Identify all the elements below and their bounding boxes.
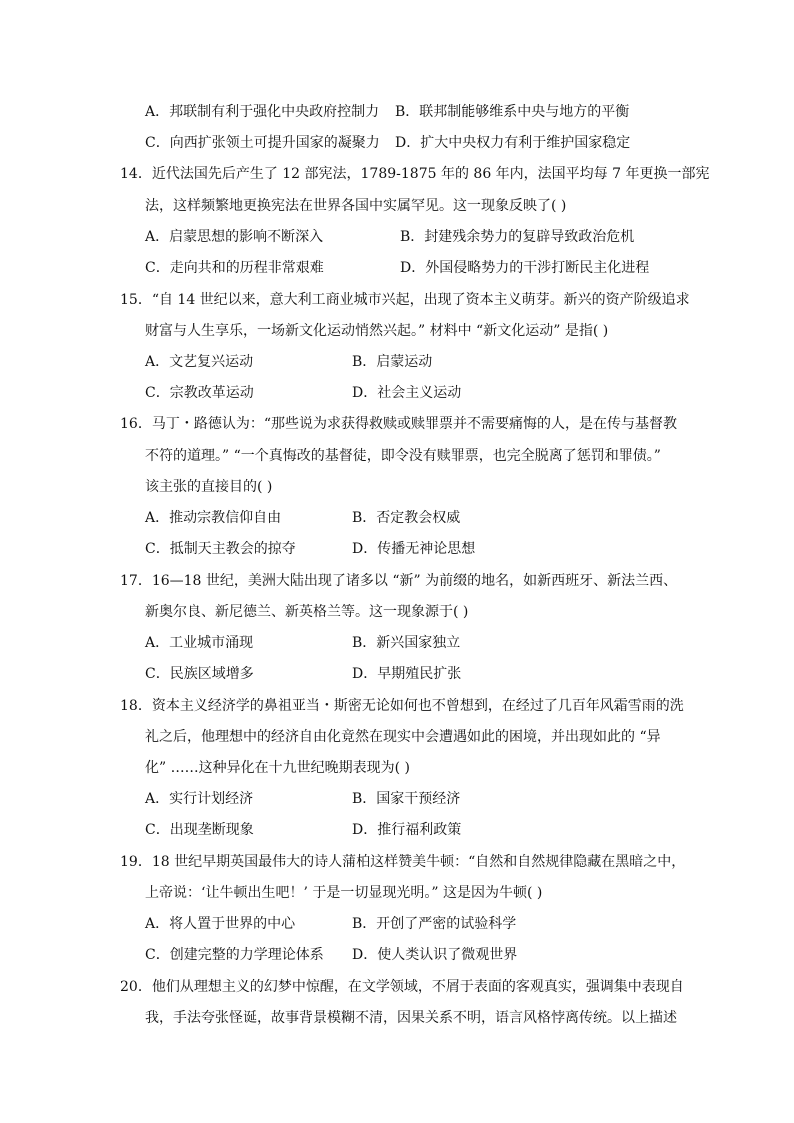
q15-option-c: C．宗教改革运动 — [145, 385, 254, 401]
q18-option-d: D．推行福利政策 — [352, 822, 462, 838]
q16-option-d: D．传播无神论思想 — [352, 541, 476, 557]
q17-option-c: C．民族区域增多 — [145, 666, 254, 682]
q20-stem-line-2: 我，手法夸张怪诞，故事背景模糊不清，因果关系不明，语言风格悖离传统。以上描述 — [145, 1010, 677, 1026]
q16-stem-line-3: 该主张的直接目的( ) — [145, 479, 273, 495]
q19-stem-line-2: 上帝说：‘让牛顿出生吧！’ 于是一切显现光明。” 这是因为牛顿( ) — [145, 885, 543, 901]
q18-option-a: A．实行计划经济 — [145, 791, 254, 807]
q19-option-c: C．创建完整的力学理论体系 — [145, 947, 324, 963]
q17-option-a: A．工业城市涌现 — [145, 635, 254, 651]
q14-option-b: B．封建残余势力的复辟导致政治危机 — [400, 229, 635, 245]
q19-option-b: B．开创了严密的试验科学 — [352, 916, 517, 932]
q19-option-a: A．将人置于世界的中心 — [145, 916, 296, 932]
q18-stem-line-3: 化” ……这种异化在十九世纪晚期表现为( ) — [145, 760, 410, 776]
q17-option-d: D．早期殖民扩张 — [352, 666, 462, 682]
q13-option-a: A．邦联制有利于强化中央政府控制力 — [145, 104, 380, 120]
q16-option-c: C．抵制天主教会的掠夺 — [145, 541, 296, 557]
q15-stem-line-1: 15．“自 14 世纪以来，意大利工商业城市兴起，出现了资本主义萌芽。新兴的资产阶级追求 — [120, 292, 690, 308]
q17-stem-line-2: 新奥尔良、新尼德兰、新英格兰等。这一现象源于( ) — [145, 604, 469, 620]
q14-stem-line-1: 14．近代法国先后产生了 12 部宪法，1789-1875 年的 86 年内，法国平均每 7 年更换一部宪 — [120, 166, 710, 182]
q17-option-b: B．新兴国家独立 — [352, 635, 461, 651]
q16-option-b: B．否定教会权威 — [352, 510, 461, 526]
q14-option-c: C．走向共和的历程非常艰难 — [145, 260, 324, 276]
q16-option-a: A．推动宗教信仰自由 — [145, 510, 282, 526]
q15-option-a: A．文艺复兴运动 — [145, 354, 254, 370]
q18-stem-line-1: 18．资本主义经济学的鼻祖亚当・斯密无论如何也不曾想到，在经过了几百年风霜雪雨的洗 — [120, 698, 684, 714]
q13-option-d: D．扩大中央权力有利于维护国家稳定 — [395, 135, 631, 151]
q14-stem-line-2: 法，这样频繁地更换宪法在世界各国中实属罕见。这一现象反映了( ) — [145, 198, 567, 214]
q18-option-c: C．出现垄断现象 — [145, 822, 254, 838]
q15-stem-line-2: 财富与人生享乐，一场新文化运动悄然兴起。” 材料中 “新文化运动” 是指( ) — [145, 323, 609, 339]
q20-stem-line-1: 20．他们从理想主义的幻梦中惊醒，在文学领域，不屑于表面的客观真实，强调集中表现自 — [120, 979, 684, 995]
q18-stem-line-2: 礼之后，他理想中的经济自由化竟然在现实中会遭遇如此的困境，并出现如此的 “异 — [145, 729, 661, 745]
q13-option-c: C．向西扩张领土可提升国家的凝聚力 — [145, 135, 380, 151]
q15-option-d: D．社会主义运动 — [352, 385, 462, 401]
q13-option-b: B．联邦制能够维系中央与地方的平衡 — [395, 104, 630, 120]
q16-stem-line-2: 不符的道理。” “一个真悔改的基督徒，即令没有赎罪票，也完全脱离了惩罚和罪债。” — [145, 448, 661, 464]
q18-option-b: B．国家干预经济 — [352, 791, 461, 807]
q17-stem-line-1: 17．16—18 世纪，美洲大陆出现了诸多以 “新” 为前缀的地名，如新西班牙、新法兰西、 — [120, 573, 678, 589]
q15-option-b: B．启蒙运动 — [352, 354, 433, 370]
q19-option-d: D．使人类认识了微观世界 — [352, 947, 518, 963]
q14-option-d: D．外国侵略势力的干涉打断民主化进程 — [400, 260, 650, 276]
q16-stem-line-1: 16．马丁・路德认为：“那些说为求获得救赎或赎罪票并不需要痛悔的人，是在传与基督教 — [120, 416, 677, 432]
q19-stem-line-1: 19．18 世纪早期英国最伟大的诗人蒲柏这样赞美牛顿：“自然和自然规律隐藏在黑暗之中， — [120, 854, 686, 870]
q14-option-a: A．启蒙思想的影响不断深入 — [145, 229, 324, 245]
